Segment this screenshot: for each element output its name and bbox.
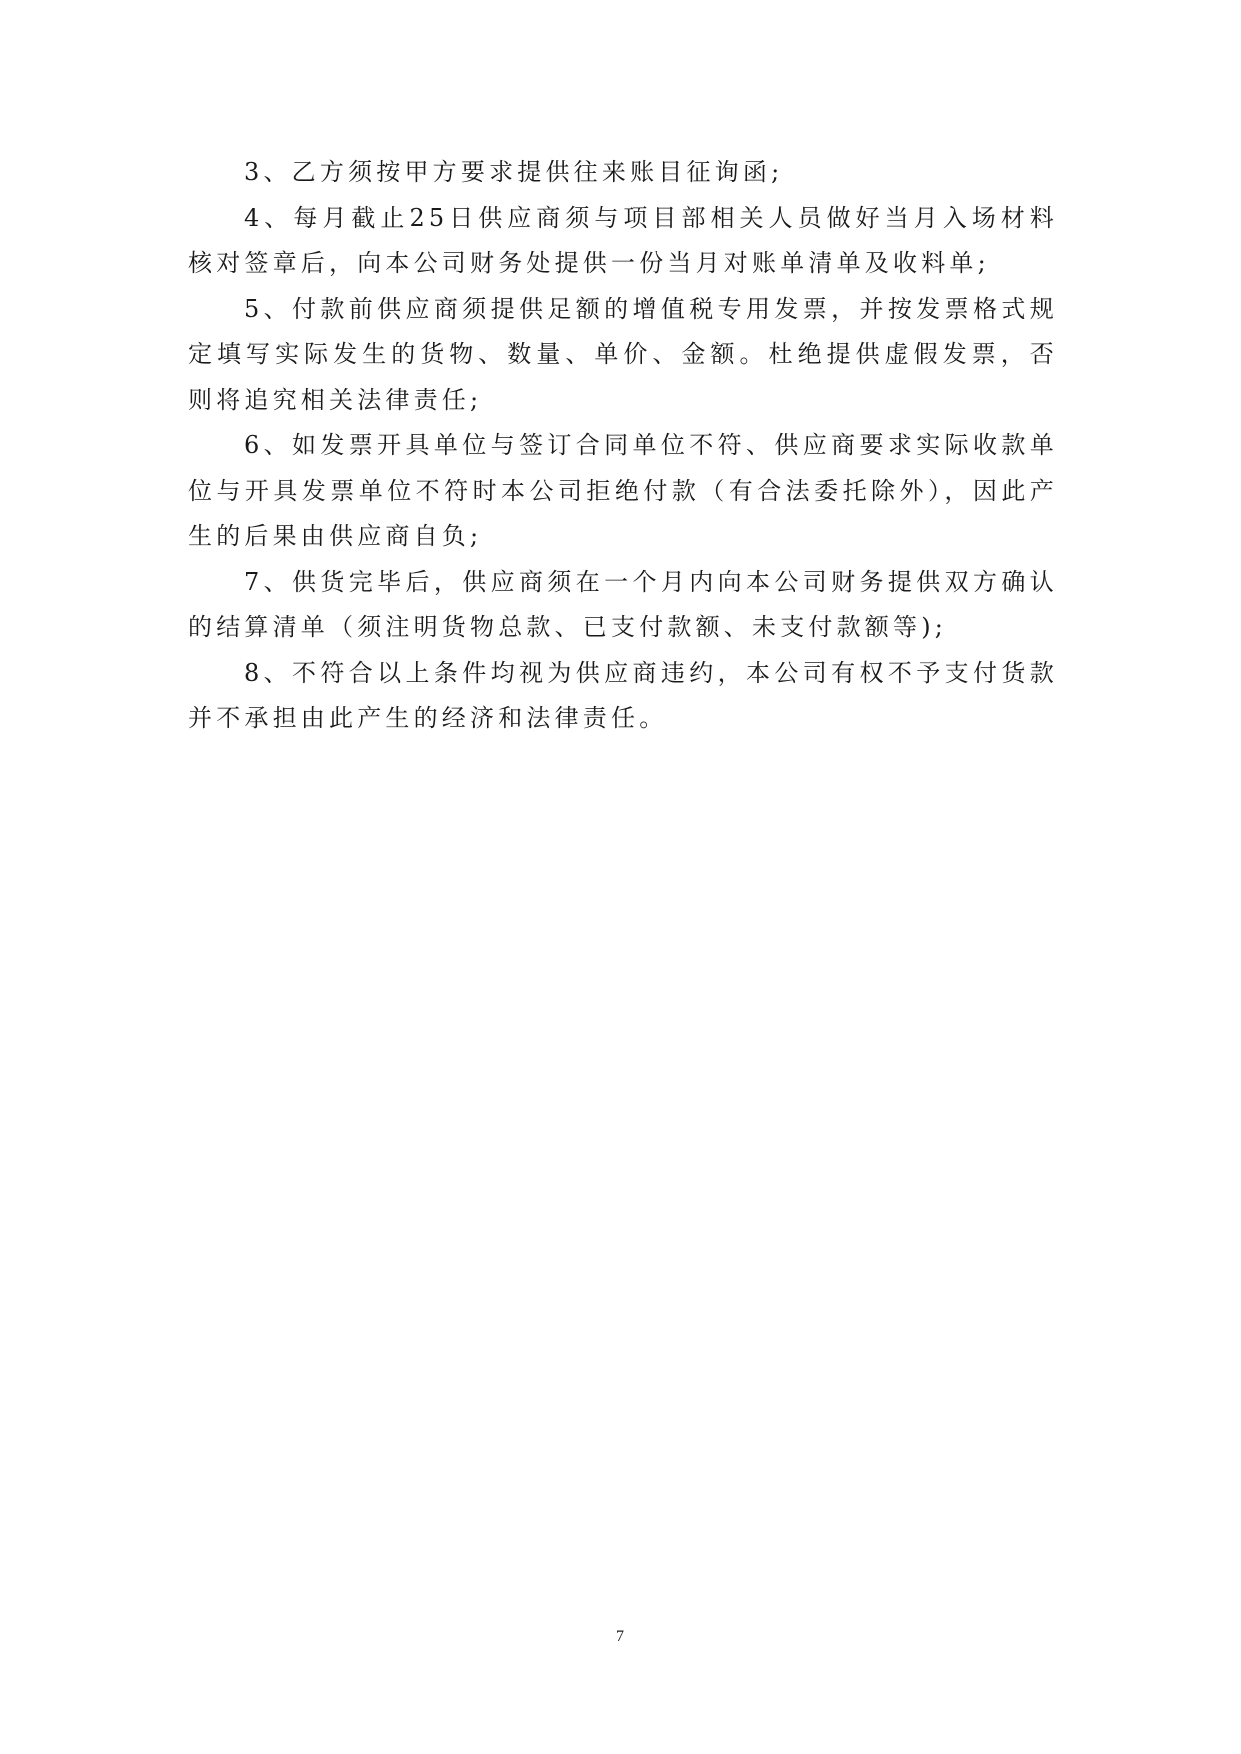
clause-3: 3、乙方须按甲方要求提供往来账目征询函; bbox=[244, 158, 784, 186]
clause-8: 8、不符合以上条件均视为供应商违约，本公司有权不予支付货款并不承担由此产生的经济和法律责任。 bbox=[188, 658, 1058, 732]
clause-6: 6、如发票开具单位与签订合同单位不符、供应商要求实际收款单位与开具发票单位不符时本公司拒绝付款（有合法委托除外），因此产生的后果由供应商自负; bbox=[188, 431, 1058, 550]
clause-list bbox=[188, 150, 1058, 742]
clause-5: 5、付款前供应商须提供足额的增值税专用发票，并按发票格式规定填写实际发生的货物、数量、单价、金额。杜绝提供虚假发票，否则将追究相关法律责任; bbox=[188, 294, 1058, 414]
clause-4: 4、每月截止25日供应商须与项目部相关人员做好当月入场材料核对签章后，向本公司财务处提供一份当月对账单清单及收料单; bbox=[188, 203, 1058, 277]
page-number: 7 bbox=[616, 1628, 624, 1645]
clause-7: 7、供货完毕后，供应商须在一个月内向本公司财务提供双方确认的结算清单（须注明货物总款、已支付款额、未支付款额等); bbox=[188, 567, 1058, 641]
